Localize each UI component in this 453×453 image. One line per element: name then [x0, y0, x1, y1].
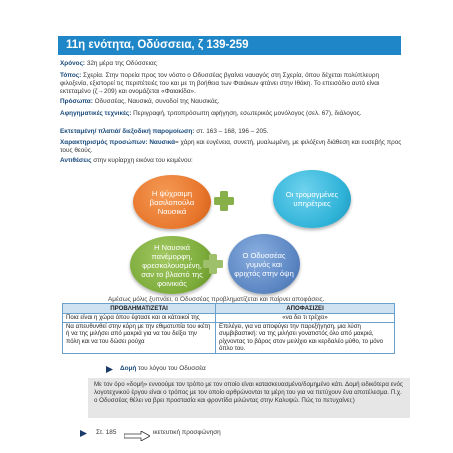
table-header-row: [63, 304, 395, 314]
topos-text: Σχερία. Στην πορεία προς τον νόστο ο Οδυσσέας βγαίνει ναυαγός στη Σχερία, όπου δέχεται πολύπλευρη φιλοξενία, εξιστορεί τις περιπέτειές του και με τη βοήθεια των Φαιάκων φτάνει στην Ιθάκη. Το επεισόδιο αυτό είναι εκτεταμένο (ζ→209) και ονομάζεται «Φαιακίδα».: [60, 72, 380, 96]
right-arrow-icon: [124, 428, 150, 438]
charaktirismos-paragraph: [60, 139, 408, 155]
antitheseis-text: στην κυρίαρχη εικόνα του κειμένου:: [93, 157, 193, 164]
topos-paragraph: [60, 72, 408, 97]
definition-box: Με τον όρο «δομή» εννοούμε τον τρόπο με τον οποίο είναι κατασκευασμένο/δομημένο κάτι. Δομή ειδικότερα ενός λογοτεχνικού έργου είναι ο τρόπος με τον οποίο αρθρώνονται τα μέρη του για να πετύχουν ένα αποτέλεσμα. Π.χ. ο Οδυσσέας θέλει να βρει προστασία και φροντίδα μιλώντας στην Καλυψώ. Πώς το πετυχαίνει;): [88, 378, 410, 418]
topos-label: Τόπος:: [60, 72, 82, 79]
table-cell: Επιλέγει, για να αποφύγει την παρεξήγηση, μια λύση συμβιβαστική: να της μιλήσει γονατιστός όλο από μακριά, ρίχνοντας το βάρος στον μειλίχιο και κερδαλέο μύθο, το μόνο όπλο του.: [216, 322, 395, 353]
footer-text: ικετευτική προσφώνηση: [153, 429, 221, 436]
paromoioseis-line: [60, 128, 408, 136]
diagram-text-bottom-left: Η Ναυσικά πανέμορφη, φρεσκολουσμένη, σαν το βλαστό της φοινικιάς: [141, 242, 203, 288]
antitheseis-line: [60, 157, 408, 165]
decision-table: [62, 303, 395, 354]
technikes-paragraph: [60, 110, 408, 118]
domi-text: του λόγου του Οδυσσέα: [138, 365, 206, 372]
plus-icon-top: [213, 190, 235, 212]
paromoioseis-text: στ. 163 – 168, 196 – 205.: [196, 128, 269, 135]
diagram-circle-bottom-right: [228, 234, 300, 294]
chronos-line: [60, 60, 408, 68]
table-row: [63, 322, 395, 353]
table-cell: Να απευθυνθεί στην κόρη με την εθιμοτυπία του ικέτη ή να της μιλήσει από μακριά για να του δείξει την πόλη και να του δώσει ρούχα: [63, 322, 216, 353]
domi-label: Δομή: [120, 365, 137, 372]
charaktirismos-label: Χαρακτηρισμός προσώπων: Ναυσικά: [60, 139, 176, 146]
diagram-circle-top-right: [273, 170, 351, 228]
prosopa-text: Οδυσσέας, Ναυσικά, συνοδοί της Ναυσικάς.: [94, 98, 220, 105]
charaktirismos-text: = χάρη και ευγένεια, συνετή, μυαλωμένη, με φιλόξενη διάθεση και ευσεβής προς τους θεούς.: [60, 139, 402, 155]
caption-text: Αμέσως μόλις ξυπνάει, ο Οδυσσέας προβληματίζεται και παίρνει αποφάσεις.: [108, 296, 325, 303]
diagram-text-top-right: Οι τρομαγμένες υπηρέτριες: [285, 190, 339, 208]
technikes-text: Περιγραφή, τριτοπρόσωπη αφήγηση, εσωτερικός μονόλογος (σελ. 67), διάλογος.: [133, 110, 362, 117]
chronos-label: Χρόνος:: [60, 60, 86, 67]
table-header-problematizetai: ΠΡΟΒΛΗΜΑΤΙΖΕΤΑΙ: [63, 304, 216, 314]
plus-icon-bottom: [202, 253, 224, 275]
table-header-apofasizei: ΑΠΟΦΑΣΙΖΕΙ: [216, 304, 395, 314]
diagram-text-top-left: Η ψύχραιμη βασιλοπούλα Ναυσικά: [149, 188, 195, 216]
bullet-arrow-icon: [80, 430, 87, 437]
diagram-circle-top-left: [133, 175, 211, 229]
technikes-label: Αφηγηματικές τεχνικές:: [60, 110, 132, 117]
section-title: 11η ενότητα, Οδύσσεια, ζ 139-259: [58, 36, 401, 55]
table-row: [63, 314, 395, 323]
table-cell: «να δει τι τρέχει»: [216, 314, 395, 323]
chronos-text: 32η μέρα της Οδύσσειας: [86, 60, 157, 67]
prosopa-line: [60, 98, 408, 106]
footer-ref: Στ. 185: [96, 429, 117, 436]
table-cell: Ποια είναι η χώρα όπου έφτασε και οι κάτοικοί της: [63, 314, 216, 323]
prosopa-label: Πρόσωπα:: [60, 98, 93, 105]
antitheseis-label: Αντιθέσεις: [60, 157, 92, 164]
bullet-arrow-icon: [106, 366, 113, 373]
domi-line: [120, 365, 400, 373]
paromoioseis-label: Εκτεταμένη/ πλατιά/ διεξοδική παρομοίωση:: [60, 128, 195, 135]
diagram-text-bottom-right: Ο Οδυσσέας γυμνός και φριχτός στην όψη: [234, 250, 294, 278]
